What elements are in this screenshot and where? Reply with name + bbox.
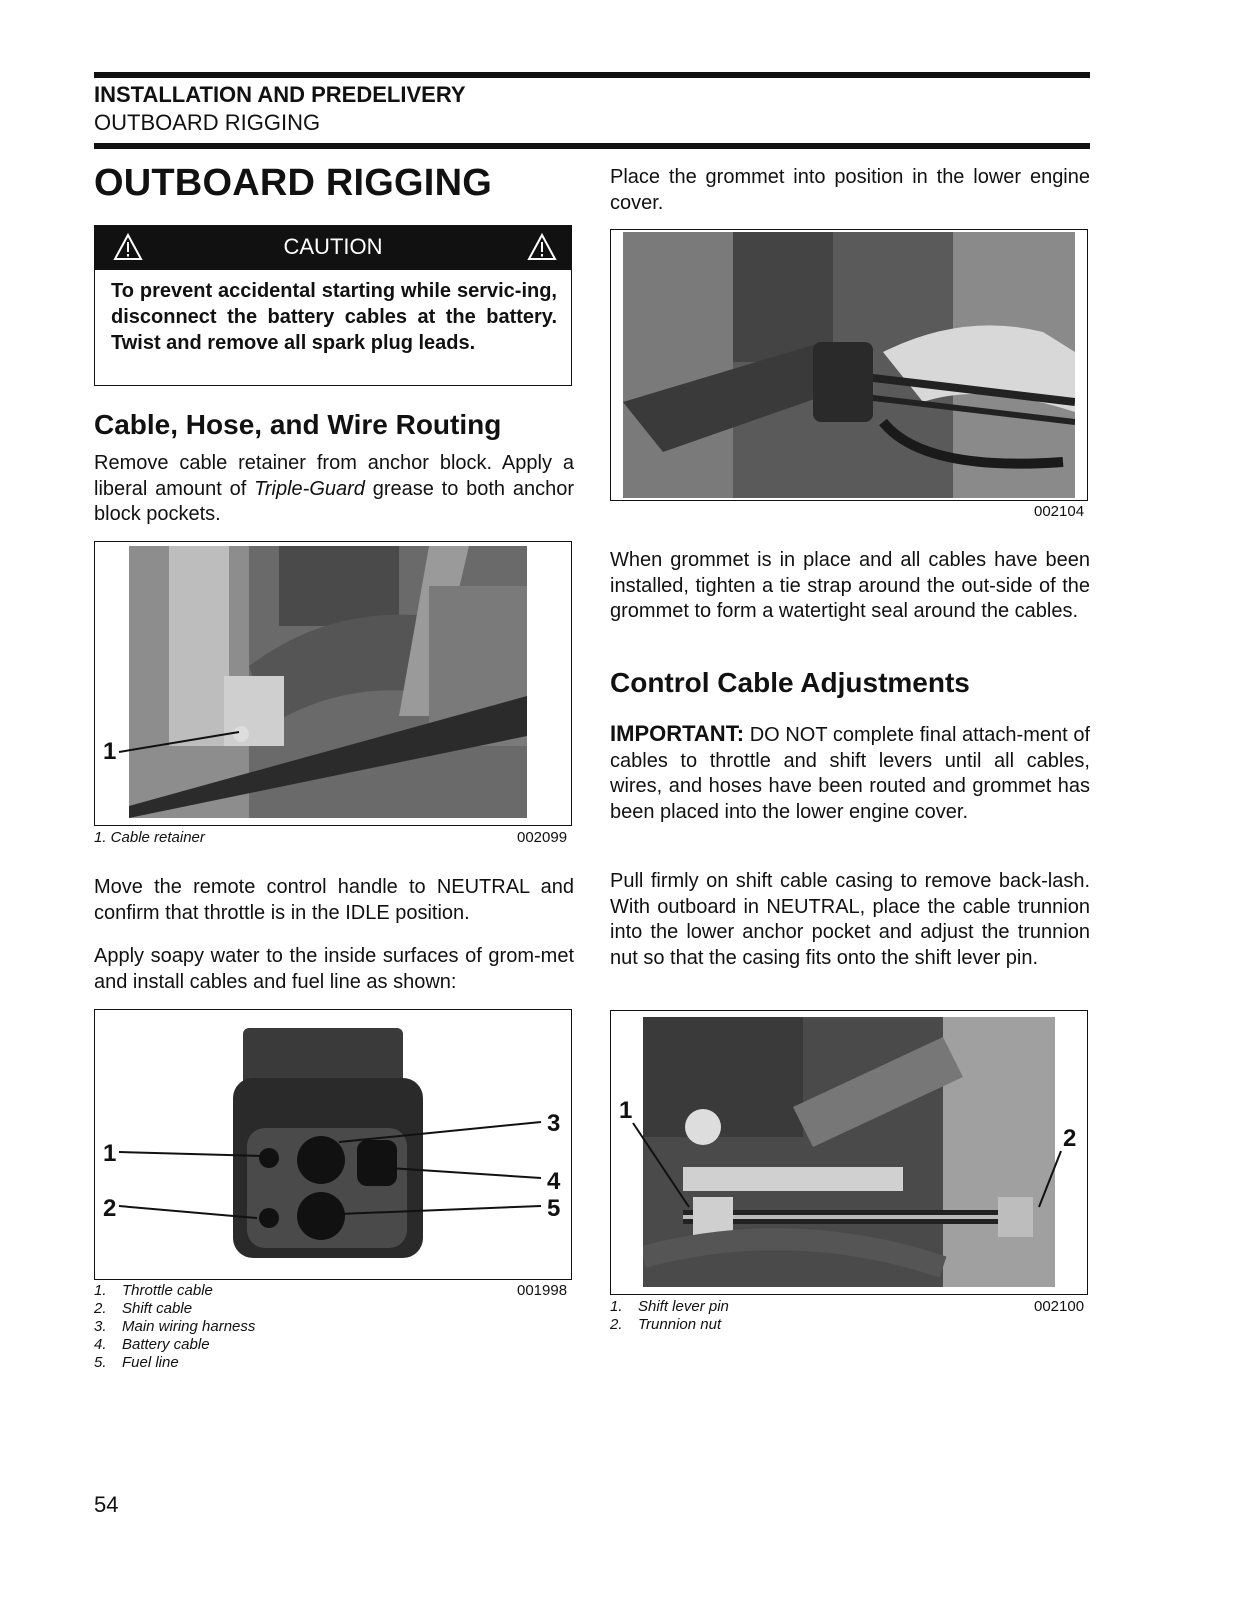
caption-number: 1. (610, 1298, 623, 1315)
caption-number: 2. (610, 1316, 623, 1333)
callout-1: 1 (103, 1140, 117, 1167)
paragraph-important (610, 721, 1090, 825)
callout-leader-lines (95, 1010, 571, 1279)
caption-item (94, 1318, 255, 1336)
text-run: Remove cable retainer from anchor block. Apply a liberal amount of (94, 452, 574, 500)
header-rule-bottom (94, 143, 1090, 149)
callout-2: 2 (1063, 1125, 1077, 1152)
caption-text: Main wiring harness (122, 1318, 256, 1335)
paragraph-neutral: Move the remote control handle to NEUTRAL and confirm that throttle is in the IDLE position. (94, 876, 574, 924)
header-section: INSTALLATION AND PREDELIVERY (94, 82, 466, 107)
callout-4: 4 (547, 1168, 561, 1195)
caption-number: 1. (94, 1282, 107, 1299)
caution-box (94, 225, 572, 386)
caption-text: Fuel line (122, 1354, 179, 1371)
paragraph-tie-strap: When grommet is in place and all cables have been installed, tighten a tie strap around the out-side of the grommet to form a watertight seal around the cables. (610, 549, 1090, 622)
warning-triangle-icon (527, 232, 557, 262)
figure-id: 002104 (1034, 503, 1085, 520)
section-heading-control-cable: Control Cable Adjustments (610, 667, 970, 698)
caption-text: Shift cable (122, 1300, 193, 1317)
page-title: OUTBOARD RIGGING (94, 162, 492, 204)
caption-number: 3. (94, 1318, 107, 1335)
figure-id: 001998 (517, 1282, 568, 1299)
figure-grommet-install (610, 229, 1088, 501)
caption-item (610, 1316, 729, 1334)
header-subsection: OUTBOARD RIGGING (94, 110, 321, 135)
caption-item (94, 1336, 255, 1354)
callout-5: 5 (547, 1195, 561, 1222)
section-heading-cable-routing: Cable, Hose, and Wire Routing (94, 409, 502, 440)
caption-item (94, 1354, 255, 1372)
caution-text: To prevent accidental starting while servic-ing, disconnect the battery cables at the battery. Twist and remove all spark plug leads. (111, 280, 557, 354)
callout-1: 1 (619, 1097, 633, 1124)
caution-label: CAUTION (283, 234, 383, 259)
header-rule-top (94, 72, 1090, 78)
figure-caption-list (94, 1282, 255, 1372)
important-label: IMPORTANT: (610, 721, 745, 746)
caption-number: 4. (94, 1336, 107, 1353)
figure-id: 002099 (517, 829, 568, 846)
caption-text: Trunnion nut (638, 1316, 722, 1333)
caption-item (610, 1298, 729, 1316)
callout-leader-lines (611, 1011, 1087, 1294)
caution-header (95, 226, 571, 270)
important-text: DO NOT complete final attach-ment of cables to throttle and shift levers until all cables, wires, and hoses have been routed and grommet has been placed into the lower engine cover. (610, 724, 1090, 823)
paragraph-cable-retainer (94, 451, 574, 528)
caption-text: Battery cable (122, 1336, 210, 1353)
callout-2: 2 (103, 1195, 117, 1222)
caption-text: Shift lever pin (638, 1298, 729, 1315)
callout-leader-line (115, 722, 245, 762)
product-name: Triple-Guard (254, 477, 365, 500)
figure-caption: 1. Cable retainer (94, 829, 205, 846)
paragraph-soapy-water: Apply soapy water to the inside surfaces of grom-met and install cables and fuel line as shown: (94, 945, 574, 993)
callout-3: 3 (547, 1110, 561, 1137)
figure-cable-retainer (94, 541, 572, 826)
page-number: 54 (94, 1492, 119, 1517)
paragraph-place-grommet: Place the grommet into position in the lower engine cover. (610, 166, 1090, 214)
photo-grommet-install (623, 232, 1075, 498)
figure-grommet (94, 1009, 572, 1280)
caption-number: 5. (94, 1354, 107, 1371)
caption-text: Throttle cable (122, 1282, 213, 1299)
photo-anchor-block (129, 546, 527, 818)
caption-number: 2. (94, 1300, 107, 1317)
caption-item (94, 1282, 255, 1300)
caption-item (94, 1300, 255, 1318)
text-run: grease to both anchor block pockets. (94, 477, 575, 525)
figure-caption-list (610, 1298, 729, 1334)
figure-id: 002100 (1034, 1298, 1085, 1315)
paragraph-shift-cable: Pull firmly on shift cable casing to remove back-lash. With outboard in NEUTRAL, place the cable trunnion into the lower anchor pocket and adjust the trunnion nut so that the casing fits onto the shift lever pin. (610, 870, 1090, 969)
figure-shift-lever (610, 1010, 1088, 1295)
callout-1: 1 (103, 738, 117, 765)
